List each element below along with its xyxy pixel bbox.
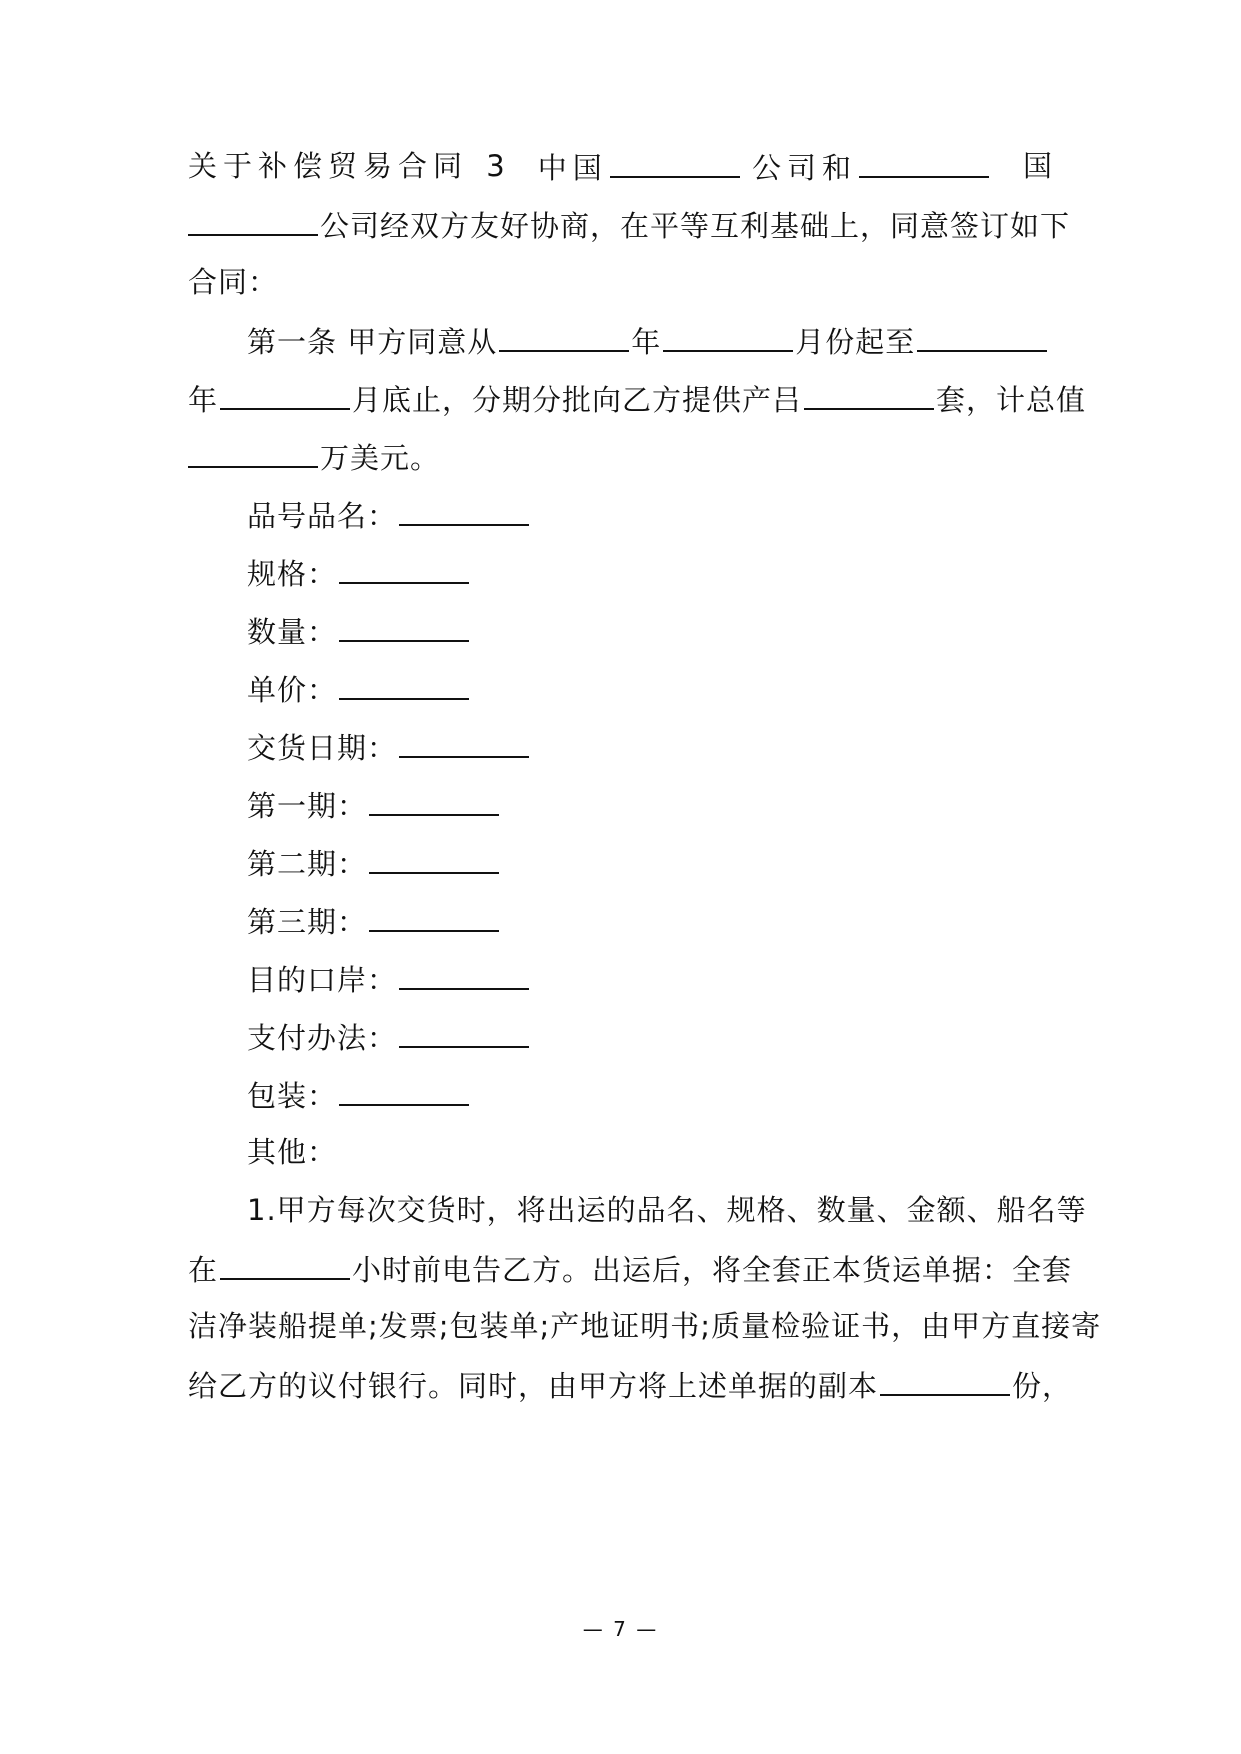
blank-field — [339, 610, 469, 642]
clause-1-line-4 — [188, 1364, 1073, 1406]
text-sets-total: 套，计总值 — [936, 383, 1087, 417]
blank-field — [499, 320, 629, 352]
blank-field — [804, 378, 934, 410]
text-company-and: 公司和 — [751, 151, 857, 185]
blank-field — [859, 146, 989, 178]
field-quantity — [247, 610, 1112, 652]
page-number: — 7 — — [582, 1617, 659, 1641]
text-month-to: 月份起至 — [795, 325, 916, 359]
blank-field — [220, 378, 350, 410]
field-phase-1 — [247, 784, 1112, 826]
article-1-line-1 — [247, 320, 1053, 362]
field-product-name — [247, 494, 1112, 536]
field-packing — [247, 1074, 1112, 1116]
clause-text: 给乙方的议付银行。同时，由甲方将上述单据的副本 — [188, 1369, 879, 1403]
article-1-line-3 — [188, 436, 1053, 478]
blank-field — [188, 436, 318, 468]
clause-1-line-3 — [188, 1306, 1102, 1346]
clause-1-line-2 — [188, 1248, 1073, 1290]
field-label: 包装： — [247, 1079, 338, 1113]
clause-text: 小时前电告乙方。出运后，将全套正本货运单据：全套 — [352, 1253, 1073, 1287]
clause-text: 1.甲方每次交货时，将出运的品名、规格、数量、金额、船名等 — [247, 1193, 1087, 1227]
article-1-line-2 — [188, 378, 1087, 420]
blank-field — [188, 204, 318, 236]
blank-field — [880, 1364, 1010, 1396]
blank-field — [369, 842, 499, 874]
field-label: 品号品名： — [247, 499, 398, 533]
field-label: 规格： — [247, 557, 338, 591]
field-label: 支付办法： — [247, 1021, 398, 1055]
field-delivery-date — [247, 726, 1112, 768]
article-1-text: 第一条 甲方同意从 — [247, 325, 498, 359]
blank-field — [369, 784, 499, 816]
field-label: 第一期： — [247, 789, 368, 823]
field-label: 第二期： — [247, 847, 368, 881]
field-phase-2 — [247, 842, 1112, 884]
title-number: 3 — [486, 149, 506, 183]
text-china: 中国 — [537, 151, 608, 185]
blank-field — [917, 320, 1047, 352]
field-destination-port — [247, 958, 1112, 1000]
field-spec — [247, 552, 1112, 594]
blank-field — [663, 320, 793, 352]
field-label: 其他： — [247, 1135, 338, 1169]
field-label: 目的口岸： — [247, 963, 398, 997]
field-label: 数量： — [247, 615, 338, 649]
field-other — [247, 1132, 1112, 1172]
clause-1-line-1 — [247, 1190, 1087, 1230]
text-year: 年 — [188, 383, 219, 417]
intro-text: 公司经双方友好协商，在平等互利基础上，同意签订如下 — [320, 209, 1071, 243]
field-label: 第三期： — [247, 905, 368, 939]
clause-text: 在 — [188, 1253, 219, 1287]
blank-field — [339, 1074, 469, 1106]
blank-field — [399, 494, 529, 526]
clause-text: 洁净装船提单;发票;包装单;产地证明书;质量检验证书，由甲方直接寄 — [188, 1309, 1102, 1343]
field-payment-method — [247, 1016, 1112, 1058]
text-usd: 万美元。 — [320, 441, 441, 475]
blank-field — [610, 146, 740, 178]
field-label: 单价： — [247, 673, 338, 707]
blank-field — [399, 726, 529, 758]
blank-field — [399, 1016, 529, 1048]
paragraph-line — [188, 204, 1071, 246]
text-country: 国 — [1022, 149, 1053, 183]
field-unit-price — [247, 668, 1112, 710]
blank-field — [399, 958, 529, 990]
field-phase-3 — [247, 900, 1112, 942]
article-1-text: 月底止，分期分批向乙方提供产吕 — [352, 383, 803, 417]
field-label: 交货日期： — [247, 731, 398, 765]
blank-field — [339, 668, 469, 700]
contract-title-line — [188, 146, 1053, 188]
blank-field — [339, 552, 469, 584]
paragraph-line — [188, 262, 1053, 302]
intro-text-end: 合同： — [188, 265, 279, 299]
contract-title: 关于补偿贸易合同 — [188, 149, 469, 183]
blank-field — [369, 900, 499, 932]
blank-field — [220, 1248, 350, 1280]
clause-text: 份， — [1012, 1369, 1073, 1403]
text-year: 年 — [631, 325, 662, 359]
